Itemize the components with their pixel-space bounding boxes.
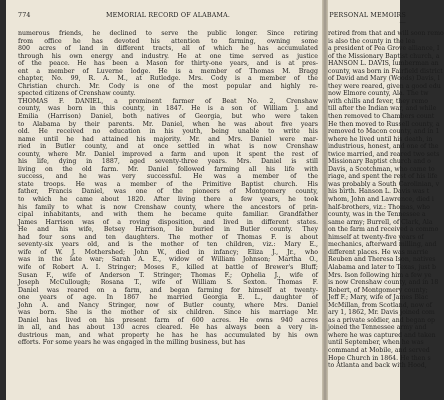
text-line: through his own energy and industry. He at one time served as justice bbox=[18, 52, 318, 60]
text-line: on the farm and received a commo bbox=[328, 226, 439, 234]
text-line: riage, and spent the rest of his life bbox=[328, 173, 438, 181]
text-line: spected citizens of Crenshaw county. bbox=[18, 90, 136, 98]
text-line: one years of age. In 1867 he married Georgia E. L., daughter of bbox=[18, 294, 318, 302]
text-line: 800 acres of land in different tracts, all of which he has accumulated bbox=[18, 45, 318, 53]
text-line: as a private soldier, and began op bbox=[328, 316, 435, 324]
text-line: to which he came about 1820. After living there a few years, he took bbox=[18, 196, 318, 204]
text-line: Susan F., wife of Anderson T. Stringer; Thomas F.; Ophelia J., wife of bbox=[18, 271, 318, 279]
text-line: was probably a South Carolinian, v bbox=[328, 180, 440, 188]
text-line: James Harrison was of a roving disposition, and lived in different states. bbox=[18, 218, 318, 226]
text-line: ary 1, 1862, Mr. Davis joined com bbox=[328, 309, 435, 317]
text-line: was in the late war; Sarah A. E., widow of William Johnson; Martha O., bbox=[18, 256, 318, 264]
text-line: of the Missionary Baptist church, a bbox=[328, 52, 440, 60]
text-line: is also the county in the lea bbox=[328, 37, 416, 45]
text-line: county, was born in this county, in 1847. He is a son of William J. and bbox=[18, 105, 318, 113]
text-line: Robert, of Montgomery county; bbox=[328, 286, 428, 294]
text-line: Mrs. Ison following him a few ye bbox=[328, 271, 432, 279]
text-line: removed to Macon county, and in 1 bbox=[328, 128, 440, 136]
text-line: from office he has devoted his attention to farming, owning some bbox=[18, 37, 318, 45]
text-line: to Alabama by their parents. Mr. Daniel, when he was about five years bbox=[18, 120, 318, 128]
text-line: state troops. He was a member of the Primitive Baptist church. His bbox=[18, 180, 318, 188]
text-line: in all, and has about 130 acres cleared. He has always been a very in- bbox=[18, 324, 318, 332]
text-line: Daniel has lived on his present farm of 600 acres. He owns 940 acres bbox=[18, 316, 318, 324]
text-line: numerous friends, he declined to serve the public longer. Since retiring bbox=[18, 30, 318, 37]
text-line: command at Mobile, and served bbox=[328, 346, 430, 354]
text-line: Christian church. Mr. Cody is one of the most popular and highly re- bbox=[18, 82, 318, 90]
text-line: of the peace. He has been a Mason for thirty-one years, and is at pres- bbox=[18, 60, 318, 68]
text-line: McMillan, from Scotland, now of bbox=[328, 301, 432, 309]
text-line: seventy-six years old, and is the mother of ten children, viz.: Mary E., bbox=[18, 241, 318, 249]
text-line: until September, when he was bbox=[328, 339, 424, 347]
left-running-title: MEMORIAL RECORD OF ALABAMA. bbox=[105, 12, 231, 19]
right-running-head bbox=[328, 12, 406, 24]
text-line: they were reared, given a good edu bbox=[328, 82, 441, 90]
text-line: Daniel was reared on a farm, and began farming for himself at twenty- bbox=[18, 286, 318, 294]
text-line: joined the Tennessee army and bbox=[328, 324, 427, 332]
text-line: half-brothers, viz.: Thomas, who bbox=[328, 203, 430, 211]
text-line: same army; Burrell, of Clark, Ala bbox=[328, 218, 433, 226]
text-line: Hope Church in 1864. He then s bbox=[328, 354, 431, 362]
text-line: ent a member of Luverne lodge. He is a member of Thomas M. Bragg bbox=[18, 67, 318, 75]
text-line: different places. He was marrie bbox=[328, 248, 429, 256]
text-line: name until he had attained his majority. Mr. and Mrs. Daniel were mar- bbox=[18, 135, 318, 143]
text-line: his birth. Hanson L. Davis was t bbox=[328, 188, 430, 196]
text-line: is now Crenshaw county, and in 18 bbox=[328, 279, 439, 287]
text-line: his family to what is now Crenshaw county, where the ancestors of prin- bbox=[18, 203, 318, 211]
right-page-body bbox=[328, 30, 444, 400]
text-line: of David and Mary (Woods) Davis, l bbox=[328, 75, 440, 83]
text-line: old. He received no education in his youth, being unable to write his bbox=[18, 128, 318, 136]
text-line: Emilia (Harrison) Daniel, both natives of Georgia, but who were taken bbox=[18, 113, 318, 121]
text-line: county, was born in Fairfield district bbox=[328, 67, 443, 75]
text-line: had four sons and ten daughters. The mother of Thomas F. is about bbox=[18, 233, 318, 241]
right-running-title: PERSONAL MEMOIRS— bbox=[329, 12, 406, 26]
text-line: where he was captured and taken bbox=[328, 331, 436, 339]
text-line: John A. and Nancy Stringer, now of Butler county, where Mrs. Daniel bbox=[18, 301, 318, 309]
text-line: till after the Indian war, and while bbox=[328, 105, 437, 113]
text-line: Joseph McCullough; Rosana T., wife of William S. Sexton. Thomas F. bbox=[18, 279, 318, 287]
text-line: Reuben and Theresa Ison, natives bbox=[328, 256, 436, 264]
text-line: dustrious man, and what property he has he has accumulated by his own bbox=[18, 331, 318, 339]
text-line: mechanics, afterward milling, and bbox=[328, 241, 437, 249]
text-line: wife of Robert A. I. Stringer; Moses F., killed at battle of Brewer's Bluff; bbox=[18, 263, 318, 271]
text-line: HANSON L. DAVIS, lumberman an bbox=[328, 60, 439, 68]
left-page-body bbox=[18, 30, 318, 400]
text-line: Alabama and later to Texas, just b bbox=[328, 263, 436, 271]
right-page-text bbox=[328, 30, 444, 370]
left-page-text bbox=[18, 30, 318, 347]
text-line: chapter, No. 99, R. A. M., at Rutledge. Mrs. Cody is a member of the bbox=[18, 75, 318, 83]
text-line: county, where Mr. Daniel improved a farm and upon it spent the rest of bbox=[18, 150, 318, 158]
text-line: now Elmore county, Ala. The tw bbox=[328, 90, 429, 98]
text-line: to Atlanta and back with Hood, bbox=[328, 362, 427, 370]
text-line: wife of W. J. Mothershed; John W., died in infancy; Eliza J., Jr., who bbox=[18, 248, 318, 256]
text-line: was born. She is the mother of six children. Since his marriage Mr. bbox=[18, 309, 318, 317]
text-line: father, Francis Daniel, was one of the pioneers of Montgomery county, bbox=[18, 188, 318, 196]
text-line: a president of Pea Grove alliance, I bbox=[328, 45, 440, 53]
text-line: Missionary Baptist church and o bbox=[328, 158, 431, 166]
text-line: then removed to Chambers count bbox=[328, 113, 435, 121]
left-running-head bbox=[18, 12, 318, 24]
text-line: success, and he was very successful. He was a member of the bbox=[18, 173, 318, 181]
text-line: Davis, a Scotchman, who came to bbox=[328, 165, 435, 173]
text-line: county, was in the Tennessee a bbox=[328, 211, 426, 219]
text-line: twice married, and reared two sets bbox=[328, 150, 440, 158]
text-line: efforts. For some years he was engaged in the milling business, but has bbox=[18, 339, 246, 347]
book-spread bbox=[6, 0, 444, 400]
text-line: retired from that and will soon remo bbox=[328, 30, 444, 37]
text-line: whom, John and Lawrence, died i bbox=[328, 196, 434, 204]
text-line: his life, dying in 1887, aged seventy-three years. Mrs. Daniel is still bbox=[18, 158, 318, 166]
text-line: industrious, honest, and one of the bbox=[328, 143, 439, 151]
text-line: He and his wife, Betsey Harrison, lie buried in Butler county. They bbox=[18, 226, 318, 234]
text-line: cipal inhabitants, and with them he became quite familiar. Grandfather bbox=[18, 211, 318, 219]
text-line: Jeff F.; Mary, wife of James Blac bbox=[328, 294, 429, 302]
text-line: with chills and fever, they remo bbox=[328, 97, 428, 105]
text-line: THOMAS F. DANIEL, a prominent farmer of Beat No. 2, Crenshaw bbox=[18, 97, 318, 105]
text-line: himself at twenty-five years of bbox=[328, 233, 424, 241]
page-number: 774 bbox=[18, 12, 31, 19]
text-line: living on the old farm. Mr. Daniel followed farming all his life with bbox=[18, 165, 318, 173]
text-line: ried in Butler county, and at once settled in what is now Crenshaw bbox=[18, 143, 318, 151]
text-line: He then moved to Russell county, a bbox=[328, 120, 440, 128]
text-line: where he lived until his death, in bbox=[328, 135, 433, 143]
